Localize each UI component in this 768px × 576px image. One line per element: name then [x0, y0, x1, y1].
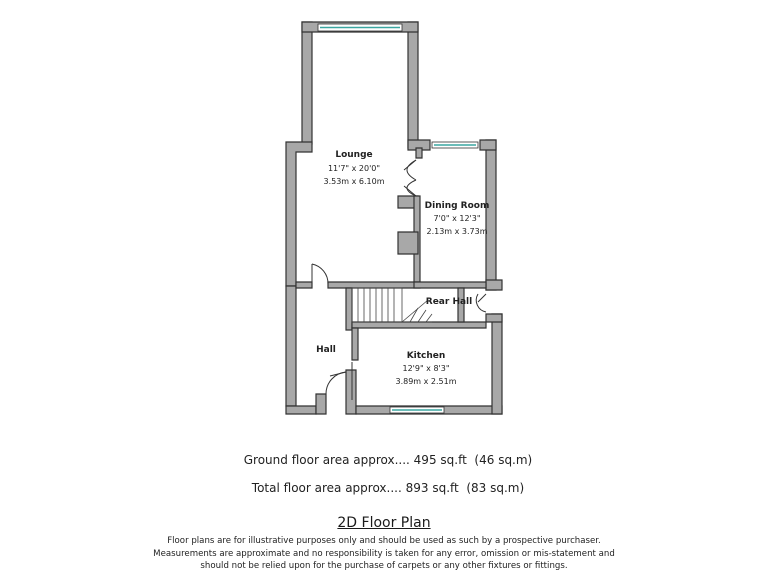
lounge-label: Lounge [335, 150, 373, 160]
dining-room-label: Dining Room [424, 201, 490, 211]
plan-title-text: 2D Floor Plan [337, 515, 431, 531]
disclaimer-line: Measurements are approximate and no responsibility is taken for any error, omission or mis-statement and [153, 548, 615, 559]
chimney-breast-lower [398, 232, 418, 254]
wall-front-right [346, 370, 356, 414]
wall-dining-right-lower [486, 280, 502, 290]
wall-dining-right [486, 140, 496, 290]
wall-kitchen-left [352, 328, 358, 360]
staircase [352, 288, 432, 322]
dining-room-imperial: 7'0" x 12'3" [433, 214, 481, 223]
wall-lounge-hall [296, 282, 312, 288]
ground-floor-area: Ground floor area approx.... 495 sq.ft (46 sq.m) [243, 453, 533, 467]
total-floor-area: Total floor area approx.... 893 sq.ft (83 sq.m) [251, 481, 525, 495]
door-front [326, 372, 346, 394]
door-lounge-dining [404, 160, 416, 196]
disclaimer [134, 535, 634, 573]
wall-hall-stub [316, 394, 326, 414]
disclaimer-line: Floor plans are for illustrative purposes only and should be used as such by a prospective purchaser. [167, 536, 601, 546]
wall-kitchen-top [352, 322, 486, 328]
door-rear-hall [476, 294, 486, 312]
door-hall-lounge [312, 264, 328, 284]
wall-stairs-left [346, 288, 352, 330]
kitchen-label: Kitchen [406, 351, 446, 361]
wall-dining-top-right [480, 140, 496, 150]
kitchen-imperial: 12'9" x 8'3" [402, 364, 450, 373]
wall-lounge-extension-left [302, 22, 312, 144]
wall-lounge-shoulder [286, 142, 312, 286]
wall-hall-bottom [286, 406, 316, 414]
wall-lounge-stairs [328, 282, 420, 288]
hall-label: Hall [316, 345, 336, 355]
wall-hall-left [286, 286, 296, 406]
rear-hall-label: Rear Hall [425, 297, 473, 307]
dining-room-metric: 2.13m x 3.73m [426, 227, 488, 236]
kitchen-metric: 3.89m x 2.51m [395, 377, 457, 386]
disclaimer-line: should not be relied upon for the purchase of carpets or any other fixtures or fittings. [200, 561, 568, 571]
lounge-metric: 3.53m x 6.10m [323, 177, 385, 186]
wall-kitchen-right-top [486, 314, 502, 322]
lounge-imperial: 11'7" x 20'0" [327, 164, 381, 173]
wall-lounge-extension-right [408, 22, 418, 148]
wall-dining-bottom [414, 282, 486, 288]
wall-kitchen-right [492, 314, 502, 414]
wall-partition-top [416, 148, 422, 158]
plan-title [0, 515, 768, 531]
